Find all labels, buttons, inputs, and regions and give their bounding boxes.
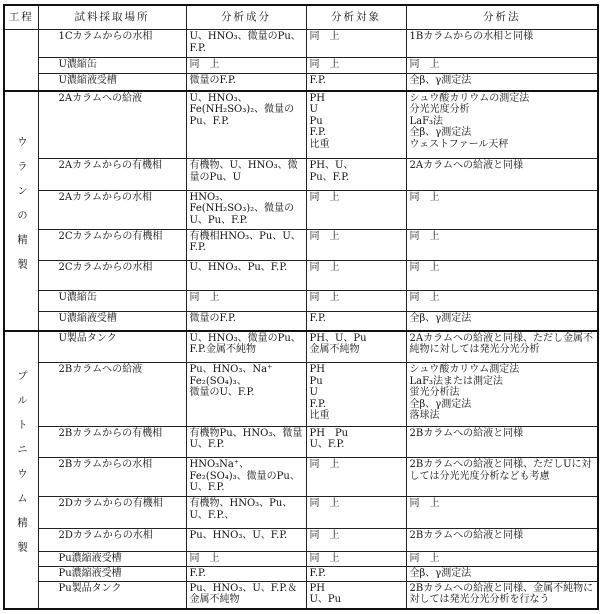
table-row bbox=[4, 312, 598, 331]
target-cell: PH Pu U、F.P. bbox=[306, 426, 406, 458]
components-cell: F.P. bbox=[186, 567, 306, 582]
table-row bbox=[4, 458, 598, 497]
components-cell: U、HNO₃、Pu、F.P. bbox=[186, 261, 306, 291]
target-cell: 同 上 bbox=[306, 497, 406, 529]
components-cell: Pu、HNO₃、U、F.P. bbox=[186, 528, 306, 551]
table-row bbox=[4, 91, 598, 159]
table-row bbox=[4, 363, 598, 427]
target-cell: PH U Pu F.P. 比重 bbox=[306, 91, 406, 159]
sample-location-cell: Pu製品タンク bbox=[38, 581, 186, 609]
target-cell: PH、U、 Pu、F.P. bbox=[306, 159, 406, 191]
method-cell: シュウ酸カリウムの測定法 分光光度分析 LaF₃法 全β、γ測定法 ウェストファール天秤 bbox=[406, 91, 598, 159]
table-row bbox=[4, 581, 598, 609]
table-row bbox=[4, 291, 598, 312]
method-cell: 同 上 bbox=[406, 291, 598, 312]
process-stage-cell bbox=[4, 30, 38, 91]
sample-location-cell: 2Dカラムからの水相 bbox=[38, 528, 186, 551]
process-stage-cell bbox=[4, 331, 38, 609]
target-cell: PH、U、Pu 金属不純物 bbox=[306, 331, 406, 363]
method-cell: 同 上 bbox=[406, 261, 598, 291]
table-row bbox=[4, 567, 598, 582]
components-cell: 有機物、HNO₃、Pu、U、F.P.、 bbox=[186, 497, 306, 529]
sample-location-cell: 2Aカラムからの有機相 bbox=[38, 159, 186, 191]
sample-location-cell: U濃縮液受槽 bbox=[38, 312, 186, 331]
sample-location-cell: 2Cカラムからの水相 bbox=[38, 261, 186, 291]
target-cell: PH Pu U F.P. 比重 bbox=[306, 363, 406, 427]
sample-location-cell: U濃縮缶 bbox=[38, 57, 186, 74]
method-cell: 同 上 bbox=[406, 190, 598, 229]
method-cell: 2Bカラムへの給液と同様 bbox=[406, 528, 598, 551]
components-cell: U、HNO₃、Fe(NH₂SO₃)₂、微量のPu、F.P. bbox=[186, 91, 306, 159]
table-row bbox=[4, 552, 598, 567]
header-components: 分析成分 bbox=[186, 5, 306, 30]
header-method: 分析法 bbox=[406, 5, 598, 30]
target-cell: F.P. bbox=[306, 312, 406, 331]
components-cell: Pu、HNO₃、U、F.P.＆金属不純物 bbox=[186, 581, 306, 609]
components-cell: 有機相HNO₃、Pu、U、F.P. bbox=[186, 229, 306, 261]
components-cell: 同 上 bbox=[186, 291, 306, 312]
target-cell: 同 上 bbox=[306, 190, 406, 229]
method-cell: 2Bカラムへの給液と同様、金属不純物に対しては発光分光分析を行なう bbox=[406, 581, 598, 609]
target-cell: F.P. bbox=[306, 567, 406, 582]
table-row bbox=[4, 159, 598, 191]
components-cell: U、HNO₃、微量のPu、F.P.金属不純物 bbox=[186, 331, 306, 363]
sample-location-cell: 2Bカラムからの有機相 bbox=[38, 426, 186, 458]
components-cell: 微量のF.P. bbox=[186, 312, 306, 331]
table-row bbox=[4, 426, 598, 458]
table-row bbox=[4, 30, 598, 58]
sample-location-cell: 2Aカラムからの水相 bbox=[38, 190, 186, 229]
target-cell: F.P. bbox=[306, 74, 406, 91]
target-cell: 同 上 bbox=[306, 261, 406, 291]
sample-location-cell: U製品タンク bbox=[38, 331, 186, 363]
components-cell: U、HNO₃、微量のPu、F.P. bbox=[186, 30, 306, 58]
method-cell: 同 上 bbox=[406, 552, 598, 567]
process-stage-cell bbox=[4, 91, 38, 331]
components-cell: 有機物Pu、HNO₃、微量U、F.P. bbox=[186, 426, 306, 458]
method-cell: 2Bカラムへの給液と同様 bbox=[406, 426, 598, 458]
target-cell: 同 上 bbox=[306, 30, 406, 58]
sample-location-cell: Pu濃縮液受槽 bbox=[38, 552, 186, 567]
process-stage-label: ウランの精製 bbox=[16, 135, 28, 283]
target-cell: 同 上 bbox=[306, 229, 406, 261]
process-stage-label: プルトニウム精製 bbox=[16, 370, 28, 567]
sample-location-cell: 2Bカラムへの給液 bbox=[38, 363, 186, 427]
target-cell: 同 上 bbox=[306, 552, 406, 567]
target-cell: PH U、Pu bbox=[306, 581, 406, 609]
target-cell: 同 上 bbox=[306, 458, 406, 497]
components-cell: 同 上 bbox=[186, 57, 306, 74]
table-row bbox=[4, 190, 598, 229]
method-cell: 同 上 bbox=[406, 229, 598, 261]
sample-location-cell: 2Cカラムからの有機相 bbox=[38, 229, 186, 261]
table-row bbox=[4, 57, 598, 74]
target-cell: 同 上 bbox=[306, 57, 406, 74]
method-cell: 2Aカラムへの給液と同様、ただし金属不純物に対しては発光分光分析 bbox=[406, 331, 598, 363]
header-sample-location: 試料採取場所 bbox=[38, 5, 186, 30]
table-row bbox=[4, 331, 598, 363]
table-row bbox=[4, 261, 598, 291]
method-cell: 1Bカラムからの水相と同様 bbox=[406, 30, 598, 58]
table-row bbox=[4, 229, 598, 261]
components-cell: HNO₃Na⁺、Fe₂(SO₄)₃、微量のPu、U、F.P. bbox=[186, 458, 306, 497]
table-row bbox=[4, 74, 598, 91]
method-cell: 同 上 bbox=[406, 497, 598, 529]
components-cell: Pu、HNO₃、Na⁺ Fe₂(SO₄)₃、 微量のU、F.P. bbox=[186, 363, 306, 427]
components-cell: 有機物、U、HNO₃、微量のPu、U bbox=[186, 159, 306, 191]
header-process: 工程 bbox=[4, 5, 38, 30]
table-row bbox=[4, 497, 598, 529]
sample-location-cell: U濃縮缶 bbox=[38, 291, 186, 312]
sample-location-cell: U濃縮液受槽 bbox=[38, 74, 186, 91]
components-cell: 同 上 bbox=[186, 552, 306, 567]
analysis-table bbox=[3, 4, 599, 610]
method-cell: 2Bカラムへの給液と同様、ただしUに対しては分光光度分析なども考慮 bbox=[406, 458, 598, 497]
sample-location-cell: Pu濃縮液受槽 bbox=[38, 567, 186, 582]
target-cell: 同 上 bbox=[306, 291, 406, 312]
method-cell: 全β、γ測定法 bbox=[406, 567, 598, 582]
target-cell: 同 上 bbox=[306, 528, 406, 551]
method-cell: 2Aカラムへの給液と同様 bbox=[406, 159, 598, 191]
method-cell: 同 上 bbox=[406, 57, 598, 74]
components-cell: HNO₃、Fe(NH₂SO₃)₂、微量のU、Pu、F.P. bbox=[186, 190, 306, 229]
analysis-table-page bbox=[3, 4, 597, 610]
table-body bbox=[4, 30, 598, 610]
sample-location-cell: 2Bカラムからの水相 bbox=[38, 458, 186, 497]
sample-location-cell: 1Cカラムからの水相 bbox=[38, 30, 186, 58]
components-cell: 微量のF.P. bbox=[186, 74, 306, 91]
sample-location-cell: 2Aカラムへの給液 bbox=[38, 91, 186, 159]
header-row bbox=[4, 5, 598, 30]
method-cell: 全β、γ測定法 bbox=[406, 312, 598, 331]
sample-location-cell: 2Dカラムからの有機相 bbox=[38, 497, 186, 529]
method-cell: 全β、γ測定法 bbox=[406, 74, 598, 91]
method-cell: シュウ酸カリウム測定法 LaF₃法または測定法 蛍光分析法 全β、γ測定法 落球法 bbox=[406, 363, 598, 427]
table-row bbox=[4, 528, 598, 551]
header-target: 分析対象 bbox=[306, 5, 406, 30]
